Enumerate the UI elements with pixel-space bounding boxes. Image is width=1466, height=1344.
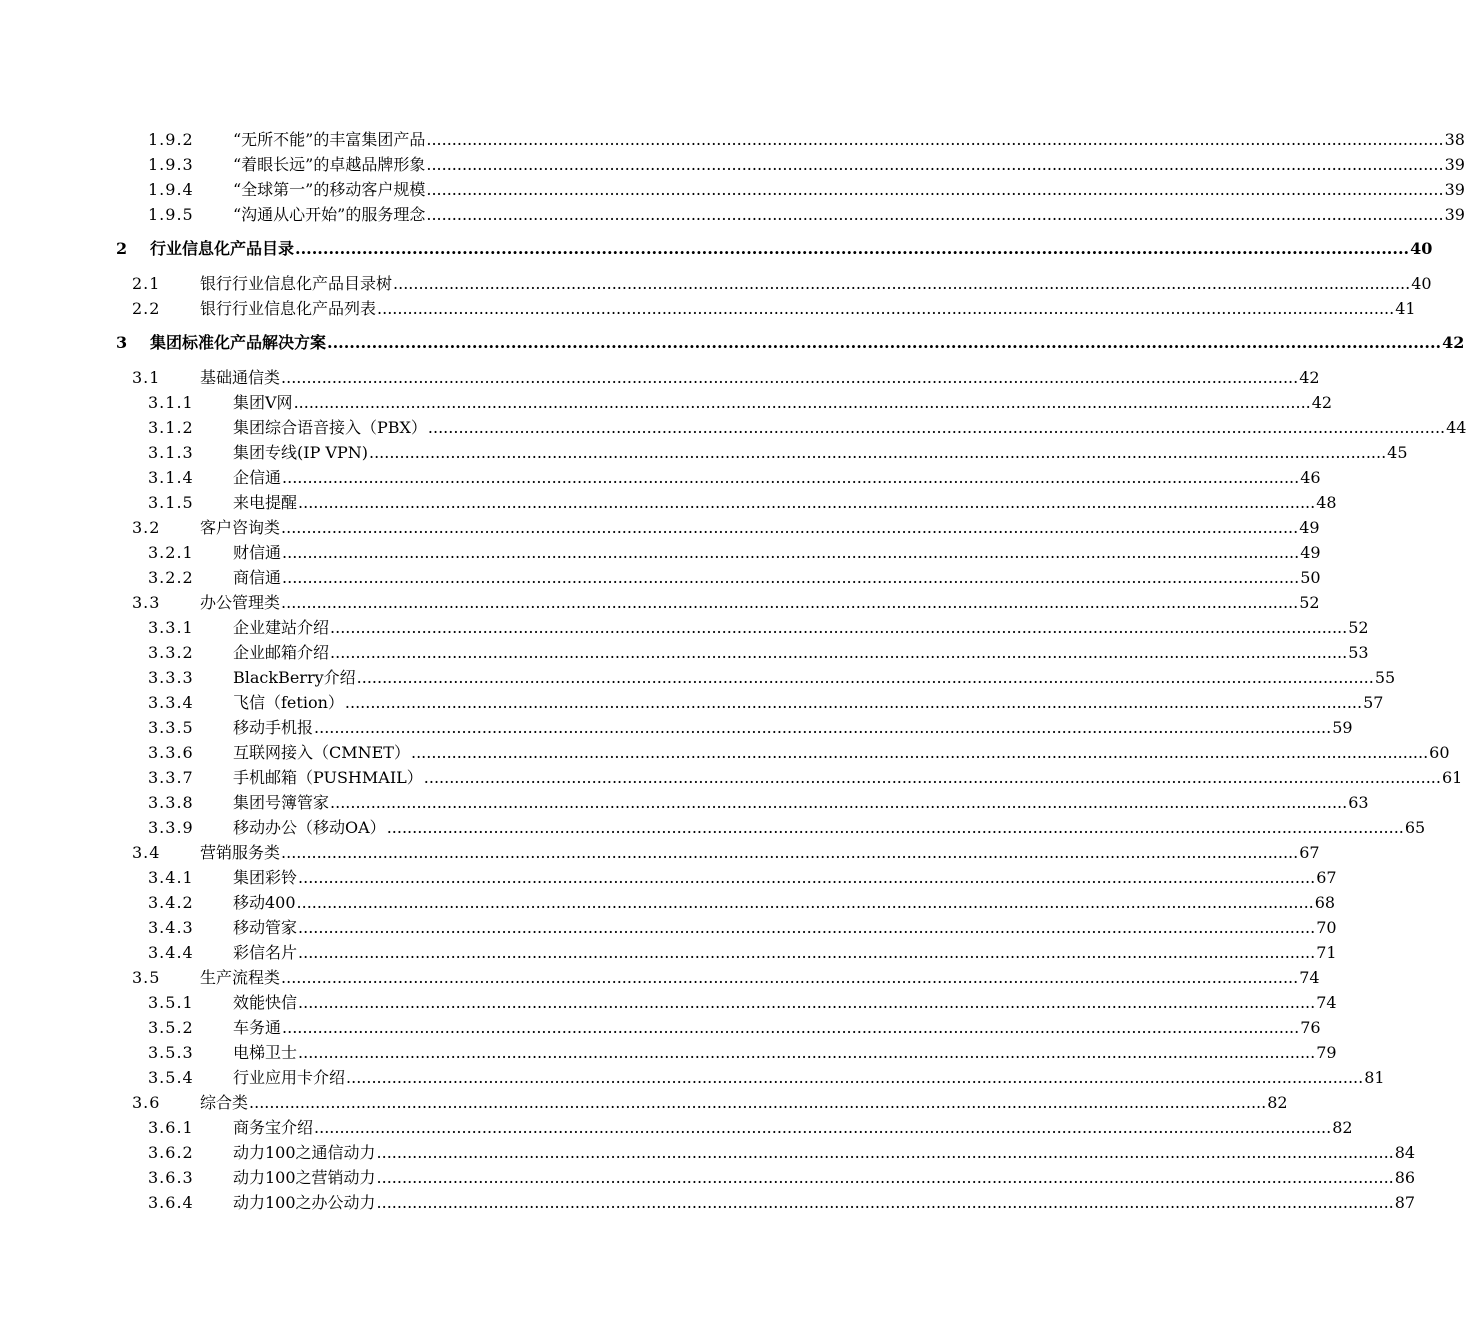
toc-number: 2.2 xyxy=(132,299,161,318)
dot-leader: ........................................................................................................................................................................................................ xyxy=(298,1043,1316,1062)
toc-number: 3.6.1 xyxy=(148,1118,194,1137)
dot-leader: ........................................................................................................................................................................................................ xyxy=(314,1118,1332,1137)
toc-title: 互联网接入（CMNET） xyxy=(233,743,410,762)
toc-entry[interactable] xyxy=(0,514,1320,538)
toc-number: 3.3.4 xyxy=(148,693,194,712)
toc-page-number: 65 xyxy=(1404,818,1426,837)
toc-entry[interactable] xyxy=(0,664,1396,688)
toc-title: 基础通信类 xyxy=(200,368,281,387)
toc-title: 企业邮箱介绍 xyxy=(233,643,330,662)
dot-leader: ........................................................................................................................................................................................................ xyxy=(281,518,1299,537)
dot-leader: ........................................................................................................................................................................................................ xyxy=(426,180,1444,199)
toc-number: 3.5.3 xyxy=(148,1043,194,1062)
toc-entry[interactable] xyxy=(0,639,1369,663)
toc-title: 行业应用卡介绍 xyxy=(233,1068,346,1087)
dot-leader: ........................................................................................................................................................................................................ xyxy=(376,1168,1394,1187)
toc-title: “无所不能”的丰富集团产品 xyxy=(233,130,426,149)
toc-page-number: 70 xyxy=(1316,918,1337,937)
toc-page-number: 57 xyxy=(1363,693,1384,712)
toc-page-number: 42 xyxy=(1299,368,1320,387)
toc-title: 动力100之营销动力 xyxy=(233,1168,376,1187)
toc-entry[interactable] xyxy=(0,1114,1353,1138)
dot-leader: ........................................................................................................................................................................................................ xyxy=(426,155,1444,174)
toc-number: 3.3.9 xyxy=(148,818,194,837)
toc-number: 3.3.7 xyxy=(148,768,194,787)
toc-entry[interactable] xyxy=(0,464,1321,488)
toc-entry[interactable] xyxy=(0,914,1337,938)
toc-number: 3.6.4 xyxy=(148,1193,194,1212)
toc-entry[interactable] xyxy=(0,176,1465,200)
toc-page-number: 42 xyxy=(1442,333,1465,352)
dot-leader: ........................................................................................................................................................................................................ xyxy=(346,1068,1364,1087)
toc-title: BlackBerry介绍 xyxy=(233,668,356,687)
toc-entry[interactable] xyxy=(0,235,1433,259)
dot-leader: ........................................................................................................................................................................................................ xyxy=(282,1018,1300,1037)
toc-page-number: 40 xyxy=(1410,239,1433,258)
toc-entry[interactable] xyxy=(0,414,1466,438)
toc-title: 生产流程类 xyxy=(200,968,281,987)
toc-entry[interactable] xyxy=(0,489,1337,513)
toc-entry[interactable] xyxy=(0,1189,1416,1213)
toc-number: 3.4.4 xyxy=(148,943,194,962)
toc-page-number: 71 xyxy=(1316,943,1337,962)
dot-leader: ........................................................................................................................................................................................................ xyxy=(426,205,1444,224)
dot-leader: ........................................................................................................................................................................................................ xyxy=(282,543,1300,562)
toc-entry[interactable] xyxy=(0,1139,1416,1163)
toc-number: 3.1.4 xyxy=(148,468,194,487)
toc-entry[interactable] xyxy=(0,329,1465,353)
dot-leader: ........................................................................................................................................................................................................ xyxy=(376,1193,1394,1212)
toc-number: 3.5.1 xyxy=(148,993,194,1012)
toc-title: 移动管家 xyxy=(233,918,298,937)
dot-leader: ........................................................................................................................................................................................................ xyxy=(293,393,1311,412)
dot-leader: ........................................................................................................................................................................................................ xyxy=(427,418,1446,437)
toc-title: 行业信息化产品目录 xyxy=(150,239,295,258)
toc-title: 彩信名片 xyxy=(233,943,298,962)
toc-title: 效能快信 xyxy=(233,993,298,1012)
toc-page-number: 55 xyxy=(1374,668,1396,687)
toc-entry[interactable] xyxy=(0,789,1369,813)
toc-number: 3.5.4 xyxy=(148,1068,194,1087)
toc-number: 3.2.1 xyxy=(148,543,194,562)
toc-number: 3.6.2 xyxy=(148,1143,194,1162)
toc-title: 来电提醒 xyxy=(233,493,298,512)
toc-title: 企信通 xyxy=(233,468,282,487)
toc-number: 3.3.6 xyxy=(148,743,194,762)
toc-number: 3.3.1 xyxy=(148,618,194,637)
toc-entry[interactable] xyxy=(0,539,1321,563)
toc-page-number: 87 xyxy=(1394,1193,1416,1212)
toc-page-number: 42 xyxy=(1311,393,1333,412)
toc-entry[interactable] xyxy=(0,839,1320,863)
toc-entry[interactable] xyxy=(0,270,1432,294)
toc-page-number: 52 xyxy=(1348,618,1369,637)
toc-title: 办公管理类 xyxy=(200,593,281,612)
toc-page-number: 67 xyxy=(1299,843,1320,862)
toc-page-number: 63 xyxy=(1348,793,1369,812)
toc-page-number: 45 xyxy=(1387,443,1408,462)
dot-leader: ........................................................................................................................................................................................................ xyxy=(376,1143,1394,1162)
toc-title: 客户咨询类 xyxy=(200,518,281,537)
toc-page-number: 50 xyxy=(1300,568,1321,587)
toc-entry[interactable] xyxy=(0,1089,1288,1113)
dot-leader: ........................................................................................................................................................................................................ xyxy=(282,468,1300,487)
dot-leader: ........................................................................................................................................................................................................ xyxy=(368,443,1387,462)
toc-entry[interactable] xyxy=(0,364,1320,388)
toc-page-number: 49 xyxy=(1299,518,1320,537)
toc-entry[interactable] xyxy=(0,589,1320,613)
toc-number: 3.1.2 xyxy=(148,418,194,437)
toc-page-number: 86 xyxy=(1394,1168,1416,1187)
toc-title: 集团标准化产品解决方案 xyxy=(150,333,327,352)
toc-page-number: 76 xyxy=(1300,1018,1321,1037)
toc-title: 集团专线(IP VPN) xyxy=(233,443,368,462)
toc-entry[interactable] xyxy=(0,1014,1321,1038)
toc-number: 3.4.1 xyxy=(148,868,194,887)
dot-leader: ........................................................................................................................................................................................................ xyxy=(298,493,1316,512)
toc-page-number: 59 xyxy=(1332,718,1353,737)
dot-leader: ........................................................................................................................................................................................................ xyxy=(249,1093,1267,1112)
toc-title: 电梯卫士 xyxy=(233,1043,298,1062)
toc-title: 动力100之通信动力 xyxy=(233,1143,376,1162)
dot-leader: ........................................................................................................................................................................................................ xyxy=(386,818,1404,837)
toc-entry[interactable] xyxy=(0,689,1384,713)
toc-title: “着眼长远”的卓越品牌形象 xyxy=(233,155,426,174)
toc-page-number: 82 xyxy=(1332,1118,1353,1137)
dot-leader: ........................................................................................................................................................................................................ xyxy=(314,718,1332,737)
toc-title: 移动手机报 xyxy=(233,718,314,737)
dot-leader: ........................................................................................................................................................................................................ xyxy=(298,993,1316,1012)
toc-number: 3.5.2 xyxy=(148,1018,194,1037)
toc-number: 3.3.8 xyxy=(148,793,194,812)
toc-page-number: 61 xyxy=(1441,768,1463,787)
toc-number: 3.1.1 xyxy=(148,393,194,412)
toc-number: 3.3.3 xyxy=(148,668,194,687)
toc-title: 集团彩铃 xyxy=(233,868,298,887)
toc-title: 营销服务类 xyxy=(200,843,281,862)
toc-number: 3.5 xyxy=(132,968,161,987)
toc-entry[interactable] xyxy=(0,1039,1337,1063)
dot-leader: ........................................................................................................................................................................................................ xyxy=(327,333,1442,352)
toc-page-number: 84 xyxy=(1394,1143,1416,1162)
toc-entry[interactable] xyxy=(0,614,1369,638)
toc-number: 1.9.3 xyxy=(148,155,194,174)
toc-page-number: 68 xyxy=(1314,893,1336,912)
toc-number: 3.1.3 xyxy=(148,443,194,462)
dot-leader: ........................................................................................................................................................................................................ xyxy=(330,793,1348,812)
dot-leader: ........................................................................................................................................................................................................ xyxy=(344,693,1363,712)
toc-number: 1.9.4 xyxy=(148,180,194,199)
toc-title: 集团综合语音接入（PBX） xyxy=(233,418,427,437)
toc-title: 手机邮箱（PUSHMAIL） xyxy=(233,768,423,787)
toc-page-number: 39 xyxy=(1444,205,1465,224)
toc-number: 2 xyxy=(116,239,129,258)
toc-entry[interactable] xyxy=(0,739,1450,763)
toc-number: 3.1.5 xyxy=(148,493,194,512)
toc-number: 3.1 xyxy=(132,368,161,387)
toc-page-number: 60 xyxy=(1429,743,1450,762)
toc-entry[interactable] xyxy=(0,939,1337,963)
toc-number: 3.3 xyxy=(132,593,161,612)
toc-page-number: 53 xyxy=(1348,643,1369,662)
toc-number: 3.4.3 xyxy=(148,918,194,937)
toc-title: 企业建站介绍 xyxy=(233,618,330,637)
toc-entry[interactable] xyxy=(0,439,1408,463)
toc-title: 集团号簿管家 xyxy=(233,793,330,812)
toc-entry[interactable] xyxy=(0,151,1465,175)
dot-leader: ........................................................................................................................................................................................................ xyxy=(298,868,1316,887)
toc-title: 移动400 xyxy=(233,893,296,912)
toc-number: 1.9.5 xyxy=(148,205,194,224)
dot-leader: ........................................................................................................................................................................................................ xyxy=(296,893,1314,912)
toc-entry[interactable] xyxy=(0,201,1465,225)
toc-number: 3.4 xyxy=(132,843,161,862)
toc-page-number: 44 xyxy=(1446,418,1466,437)
toc-page-number: 81 xyxy=(1364,1068,1385,1087)
toc-entry[interactable] xyxy=(0,295,1416,319)
toc-title: 移动办公（移动OA） xyxy=(233,818,386,837)
toc-number: 3.2.2 xyxy=(148,568,194,587)
dot-leader: ........................................................................................................................................................................................................ xyxy=(330,643,1348,662)
dot-leader: ........................................................................................................................................................................................................ xyxy=(393,274,1411,293)
toc-entry[interactable] xyxy=(0,714,1353,738)
toc-number: 3.3.2 xyxy=(148,643,194,662)
toc-title: 动力100之办公动力 xyxy=(233,1193,376,1212)
toc-entry[interactable] xyxy=(0,1164,1416,1188)
toc-entry[interactable] xyxy=(0,764,1463,788)
toc-number: 3 xyxy=(116,333,129,352)
toc-number: 3.2 xyxy=(132,518,161,537)
dot-leader: ........................................................................................................................................................................................................ xyxy=(281,593,1299,612)
toc-number: 1.9.2 xyxy=(148,130,194,149)
toc-title: 集团V网 xyxy=(233,393,293,412)
toc-title: “沟通从心开始”的服务理念 xyxy=(233,205,426,224)
dot-leader: ........................................................................................................................................................................................................ xyxy=(423,768,1441,787)
toc-number: 3.6.3 xyxy=(148,1168,194,1187)
toc-entry[interactable] xyxy=(0,864,1337,888)
toc-title: “全球第一”的移动客户规模 xyxy=(233,180,426,199)
toc-entry[interactable] xyxy=(0,889,1336,913)
dot-leader: ........................................................................................................................................................................................................ xyxy=(295,239,1410,258)
dot-leader: ........................................................................................................................................................................................................ xyxy=(282,568,1300,587)
toc-page-number: 39 xyxy=(1444,155,1465,174)
toc-page-number: 41 xyxy=(1395,299,1416,318)
dot-leader: ........................................................................................................................................................................................................ xyxy=(410,743,1429,762)
toc-page-number: 46 xyxy=(1300,468,1321,487)
dot-leader: ........................................................................................................................................................................................................ xyxy=(281,968,1299,987)
toc-page-number: 67 xyxy=(1316,868,1337,887)
toc-entry[interactable] xyxy=(0,564,1321,588)
toc-page-number: 39 xyxy=(1444,180,1465,199)
toc-title: 飞信（fetion） xyxy=(233,693,344,712)
dot-leader: ........................................................................................................................................................................................................ xyxy=(356,668,1374,687)
toc-page-number: 82 xyxy=(1267,1093,1288,1112)
toc-entry[interactable] xyxy=(0,389,1333,413)
dot-leader: ........................................................................................................................................................................................................ xyxy=(426,130,1444,149)
toc-page-number: 48 xyxy=(1316,493,1337,512)
toc-title: 财信通 xyxy=(233,543,282,562)
toc-entry[interactable] xyxy=(0,1064,1385,1088)
toc-entry[interactable] xyxy=(0,964,1320,988)
dot-leader: ........................................................................................................................................................................................................ xyxy=(281,368,1299,387)
toc-page-number: 74 xyxy=(1299,968,1320,987)
toc-page-number: 52 xyxy=(1299,593,1320,612)
toc-page-number: 74 xyxy=(1316,993,1337,1012)
toc-page-number: 79 xyxy=(1316,1043,1337,1062)
toc-page-number: 49 xyxy=(1300,543,1321,562)
dot-leader: ........................................................................................................................................................................................................ xyxy=(330,618,1348,637)
toc-title: 商务宝介绍 xyxy=(233,1118,314,1137)
toc-number: 2.1 xyxy=(132,274,161,293)
toc-title: 商信通 xyxy=(233,568,282,587)
dot-leader: ........................................................................................................................................................................................................ xyxy=(281,843,1299,862)
toc-page-number: 38 xyxy=(1444,130,1465,149)
toc-title: 银行行业信息化产品列表 xyxy=(200,299,377,318)
dot-leader: ........................................................................................................................................................................................................ xyxy=(298,918,1316,937)
toc-entry[interactable] xyxy=(0,989,1337,1013)
toc-title: 综合类 xyxy=(200,1093,249,1112)
toc-number: 3.6 xyxy=(132,1093,161,1112)
toc-number: 3.4.2 xyxy=(148,893,194,912)
toc-page-number: 40 xyxy=(1411,274,1432,293)
toc-entry[interactable] xyxy=(0,126,1465,150)
toc-title: 银行行业信息化产品目录树 xyxy=(200,274,393,293)
toc-entry[interactable] xyxy=(0,814,1426,838)
toc-title: 车务通 xyxy=(233,1018,282,1037)
toc-number: 3.3.5 xyxy=(148,718,194,737)
dot-leader: ........................................................................................................................................................................................................ xyxy=(377,299,1395,318)
dot-leader: ........................................................................................................................................................................................................ xyxy=(298,943,1316,962)
